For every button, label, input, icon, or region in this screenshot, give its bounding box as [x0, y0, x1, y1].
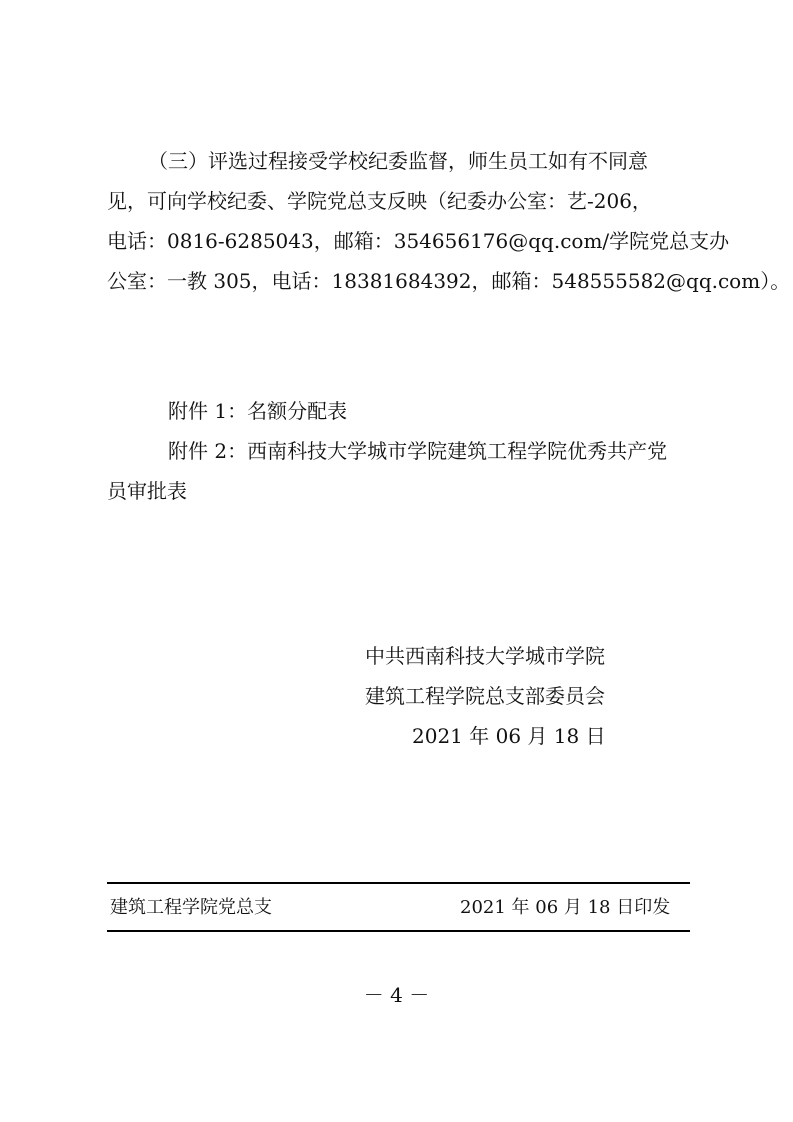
- footer-issue-date: 2021 年 06 月 18 日印发: [460, 897, 671, 918]
- signature-org-line-2: 建筑工程学院总支部委员会: [365, 684, 605, 708]
- attachment-2-line-1: 附件 2：西南科技大学城市学院建筑工程学院优秀共产党: [168, 439, 668, 463]
- signature-org-line-1: 中共西南科技大学城市学院: [365, 644, 605, 668]
- para3-line-3: 电话：0816-6285043，邮箱：354656176@qq.com/学院党总支办: [107, 229, 730, 253]
- signature-date: 2021 年 06 月 18 日: [412, 724, 606, 748]
- para3-line-1: （三）评选过程接受学校纪委监督，师生员工如有不同意: [148, 149, 648, 173]
- footer-issuer: 建筑工程学院党总支: [110, 897, 272, 918]
- footer-top-rule: [107, 882, 690, 884]
- para3-line-4: 公室：一教 305，电话：18381684392，邮箱：548555582@qq.com）。: [107, 269, 791, 293]
- footer-bottom-rule: [107, 930, 690, 932]
- attachment-1: 附件 1：名额分配表: [168, 399, 348, 423]
- page-number: － 4 －: [363, 983, 430, 1007]
- attachment-2-line-2: 员审批表: [107, 479, 187, 503]
- para3-line-2: 见，可向学校纪委、学院党总支反映（纪委办公室：艺-206，: [107, 189, 652, 213]
